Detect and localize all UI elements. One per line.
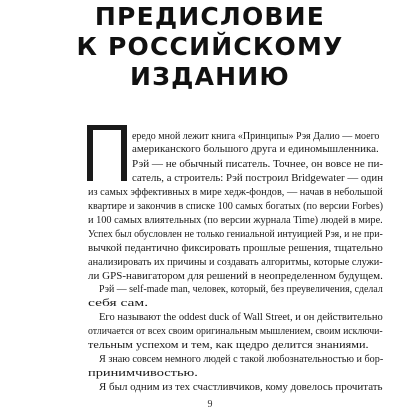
body-line: отличается от всех своим оригинальным мышлением, своим исключи- bbox=[88, 326, 383, 337]
body-line: себя сам. bbox=[88, 298, 149, 309]
body-line: анализировать их причины и создавать алгоритмы, которые служи- bbox=[88, 257, 383, 268]
chapter-title-line-3: ИЗДАНИЮ bbox=[130, 62, 290, 91]
chapter-title-line-2: К РОССИЙСКОМУ bbox=[76, 32, 344, 61]
body-line: тельным успехом и тем, как щедро делится знаниями. bbox=[88, 340, 369, 351]
body-line: вычкой педантично фиксировать прошлые решения, тщательно bbox=[88, 243, 383, 254]
body-line: сатель, а строитель: Рэй построил Bridgewater — один bbox=[132, 173, 383, 184]
body-line: Я был одним из тех счастливчиков, кому довелось прочитать bbox=[99, 382, 383, 393]
body-line: ередо мной лежит книга «Принципы» Рэя Далио — моего bbox=[132, 131, 380, 142]
body-line: Рэй — не обычный писатель. Точнее, он вовсе не пи- bbox=[132, 159, 384, 170]
body-line: Его называют the oddest duck of Wall Street, и он действительно bbox=[99, 312, 383, 323]
body-line: Успех был обусловлен не только гениальной интуицией Рэя, и не при- bbox=[88, 229, 383, 240]
body-line: Я знаю совсем немного людей с такой любознательностью и бор- bbox=[99, 354, 384, 365]
body-line: ли GPS-навигатором для решений в неопределенном будущем. bbox=[88, 271, 383, 282]
page-number: 9 bbox=[207, 399, 213, 410]
body-line: Рэй — self-made man, человек, который, без преувеличения, сделал bbox=[99, 284, 383, 295]
body-line: принимчивостью. bbox=[88, 368, 198, 379]
drop-cap-letter bbox=[86, 125, 128, 181]
body-line: и 100 самых влиятельных (по версии журнала Time) людей в мире. bbox=[88, 215, 383, 226]
body-line: американского большого друга и единомышленника. bbox=[132, 144, 379, 155]
body-line: из самых эффективных в мире хедж-фондов, — начав в небольшой bbox=[88, 187, 383, 198]
chapter-title-line-1: ПРЕДИСЛОВИЕ bbox=[94, 2, 326, 31]
body-line: квартире и закончив в списке 100 самых богатых (по версии Forbes) bbox=[88, 201, 383, 212]
